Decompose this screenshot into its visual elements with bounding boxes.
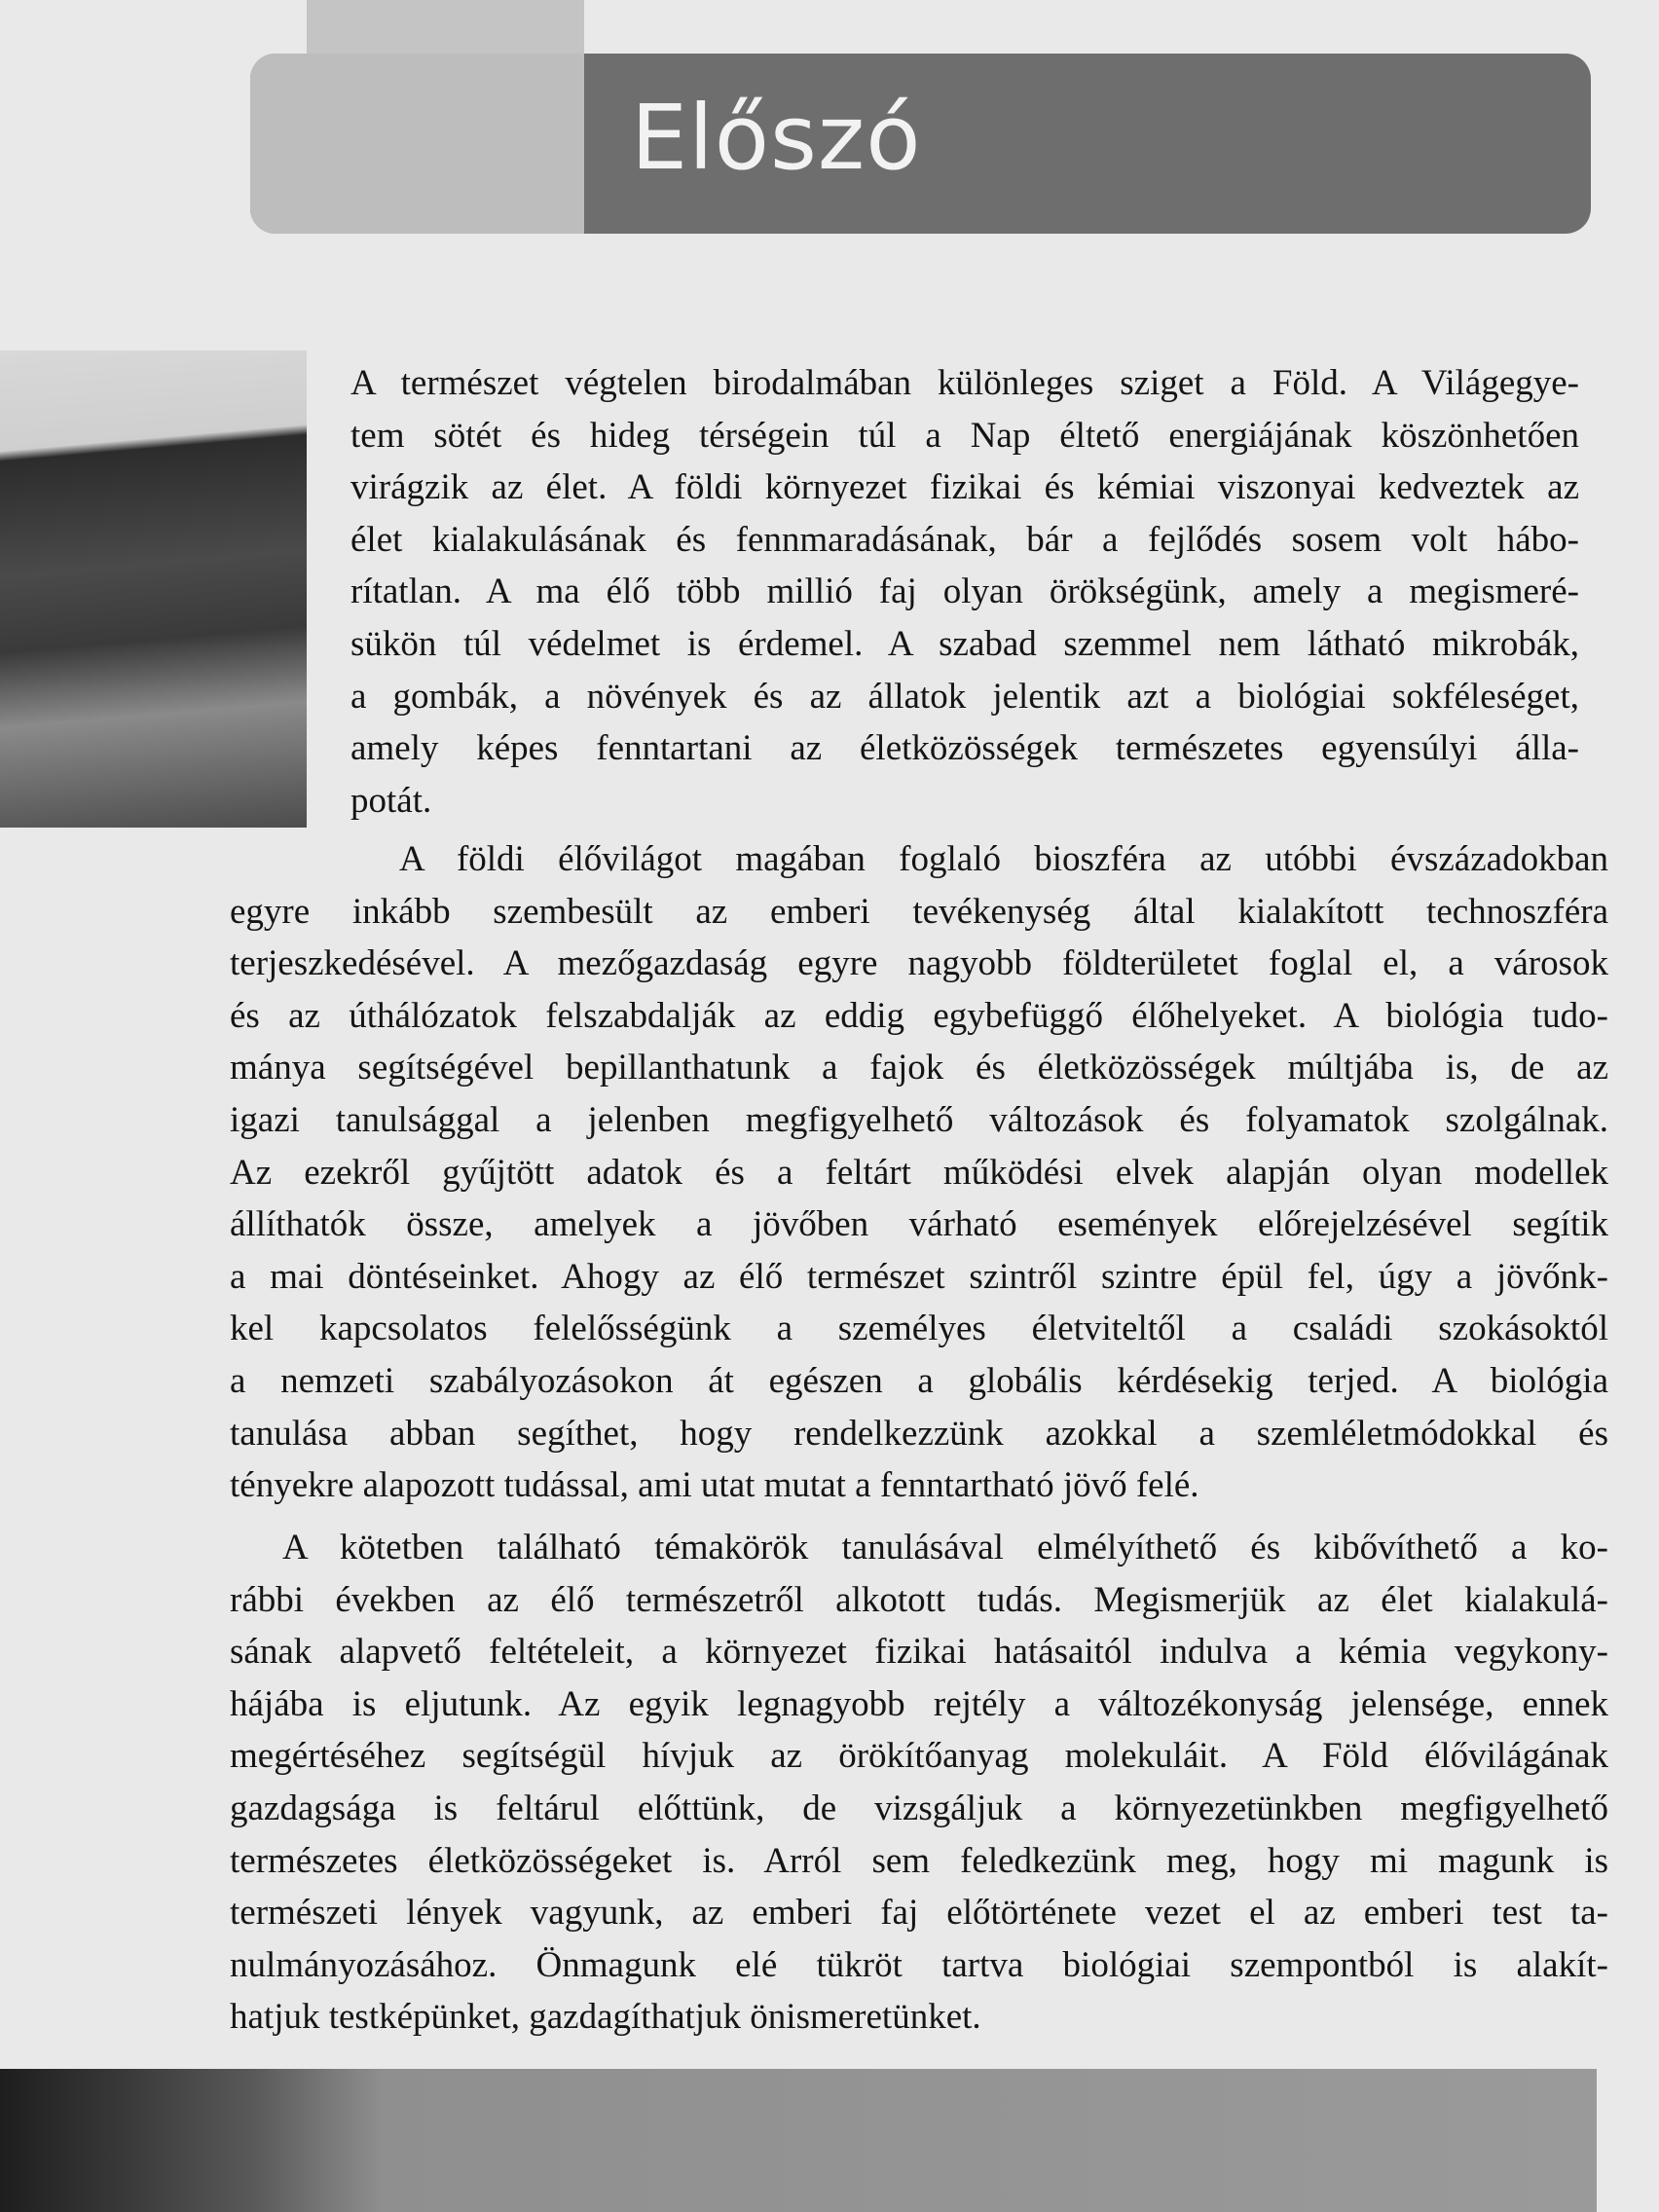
text-line: sának alapvető feltételeit, a környezet fizikai hatásaitól indulva a kémia vegykony- — [230, 1632, 1608, 1673]
mountain-photo — [0, 350, 307, 828]
text-line: és az úthálózatok felszabdalják az eddig egybefüggő élőhelyeket. A biológia tudo- — [230, 995, 1608, 1036]
text-line: terjeszkedésével. A mezőgazdaság egyre nagyobb földterületet foglal el, a városok — [230, 943, 1608, 984]
text-line: tem sötét és hideg térségein túl a Nap éltető energiájának köszönhetően — [350, 415, 1579, 456]
text-line: állíthatók össze, amelyek a jövőben várható események előrejelzésével segítik — [230, 1204, 1608, 1245]
text-line: potát. — [350, 780, 432, 821]
title-banner-accent — [250, 54, 584, 234]
paragraph-3 — [230, 1522, 1608, 2044]
text-line: A kötetben található témakörök tanulásával elmélyíthető és kibővíthető a ko- — [282, 1528, 1608, 1567]
text-line: igazi tanulsággal a jelenben megfigyelhető változások és folyamatok szolgálnak. — [230, 1099, 1608, 1140]
text-line: gazdagsága is feltárul előttünk, de vizsgáljuk a környezetünkben megfigyelhető — [230, 1788, 1608, 1828]
text-line: hájába is eljutunk. Az egyik legnagyobb rejtély a változékonyság jelensége, ennek — [230, 1683, 1608, 1724]
text-line: a mai döntéseinket. Ahogy az élő természet szintről szintre épül fel, úgy a jövőnk- — [230, 1256, 1608, 1297]
text-line: sükön túl védelmet is érdemel. A szabad szemmel nem látható mikrobák, — [350, 623, 1579, 664]
text-line: A természet végtelen birodalmában különleges sziget a Föld. A Világegye- — [350, 363, 1579, 403]
paragraph-2 — [230, 833, 1608, 1512]
text-line: A földi élővilágot magában foglaló bioszféra az utóbbi évszázadokban — [399, 839, 1608, 879]
text-line: természetes életközösségeket is. Arról sem feledkezünk meg, hogy mi magunk is — [230, 1840, 1608, 1881]
text-line: természeti lények vagyunk, az emberi faj előtörténete vezet el az emberi test ta- — [230, 1893, 1608, 1934]
text-line: rítatlan. A ma élő több millió faj olyan örökségünk, amely a megismeré- — [350, 571, 1579, 612]
paragraph-1 — [350, 357, 1579, 827]
text-line: a gombák, a növények és az állatok jelentik azt a biológiai sokféleséget, — [350, 676, 1579, 717]
text-line: egyre inkább szembesült az emberi tevékenység által kialakított technoszféra — [230, 891, 1608, 932]
text-line: a nemzeti szabályozásokon át egészen a globális kérdésekig terjed. A biológia — [230, 1360, 1608, 1401]
text-line: mánya segítségével bepillanthatunk a fajok és életközösségek múltjába is, de az — [230, 1048, 1608, 1088]
text-line: hatjuk testképünket, gazdagíthatjuk önismeretünket. — [230, 1997, 981, 2038]
text-line: élet kialakulásának és fennmaradásának, bár a fejlődés sosem volt hábo- — [350, 519, 1579, 560]
text-line: nulmányozásához. Önmagunk elé tükröt tartva biológiai szempontból is alakít- — [230, 1944, 1608, 1985]
text-line: tényekre alapozott tudással, ami utat mutat a fenntartható jövő felé. — [230, 1465, 1199, 1506]
text-line: megértéséhez segítségül hívjuk az örökítőanyag molekuláit. A Föld élővilágának — [230, 1736, 1608, 1777]
text-line: Az ezekről gyűjtött adatok és a feltárt működési elvek alapján olyan modellek — [230, 1152, 1608, 1193]
landscape-photo — [0, 2069, 1597, 2212]
text-line: amely képes fenntartani az életközösségek természetes egyensúlyi álla- — [350, 728, 1579, 769]
text-line: kel kapcsolatos felelősségünk a személyes életviteltől a családi szokásoktól — [230, 1309, 1608, 1349]
text-line: rábbi években az élő természetről alkotott tudás. Megismerjük az élet kialakulá- — [230, 1579, 1608, 1620]
text-line: virágzik az élet. A földi környezet fizikai és kémiai viszonyai kedveztek az — [350, 467, 1579, 508]
text-line: tanulása abban segíthet, hogy rendelkezzünk azokkal a szemléletmódokkal és — [230, 1413, 1608, 1454]
page-title: Előszó — [631, 86, 922, 190]
